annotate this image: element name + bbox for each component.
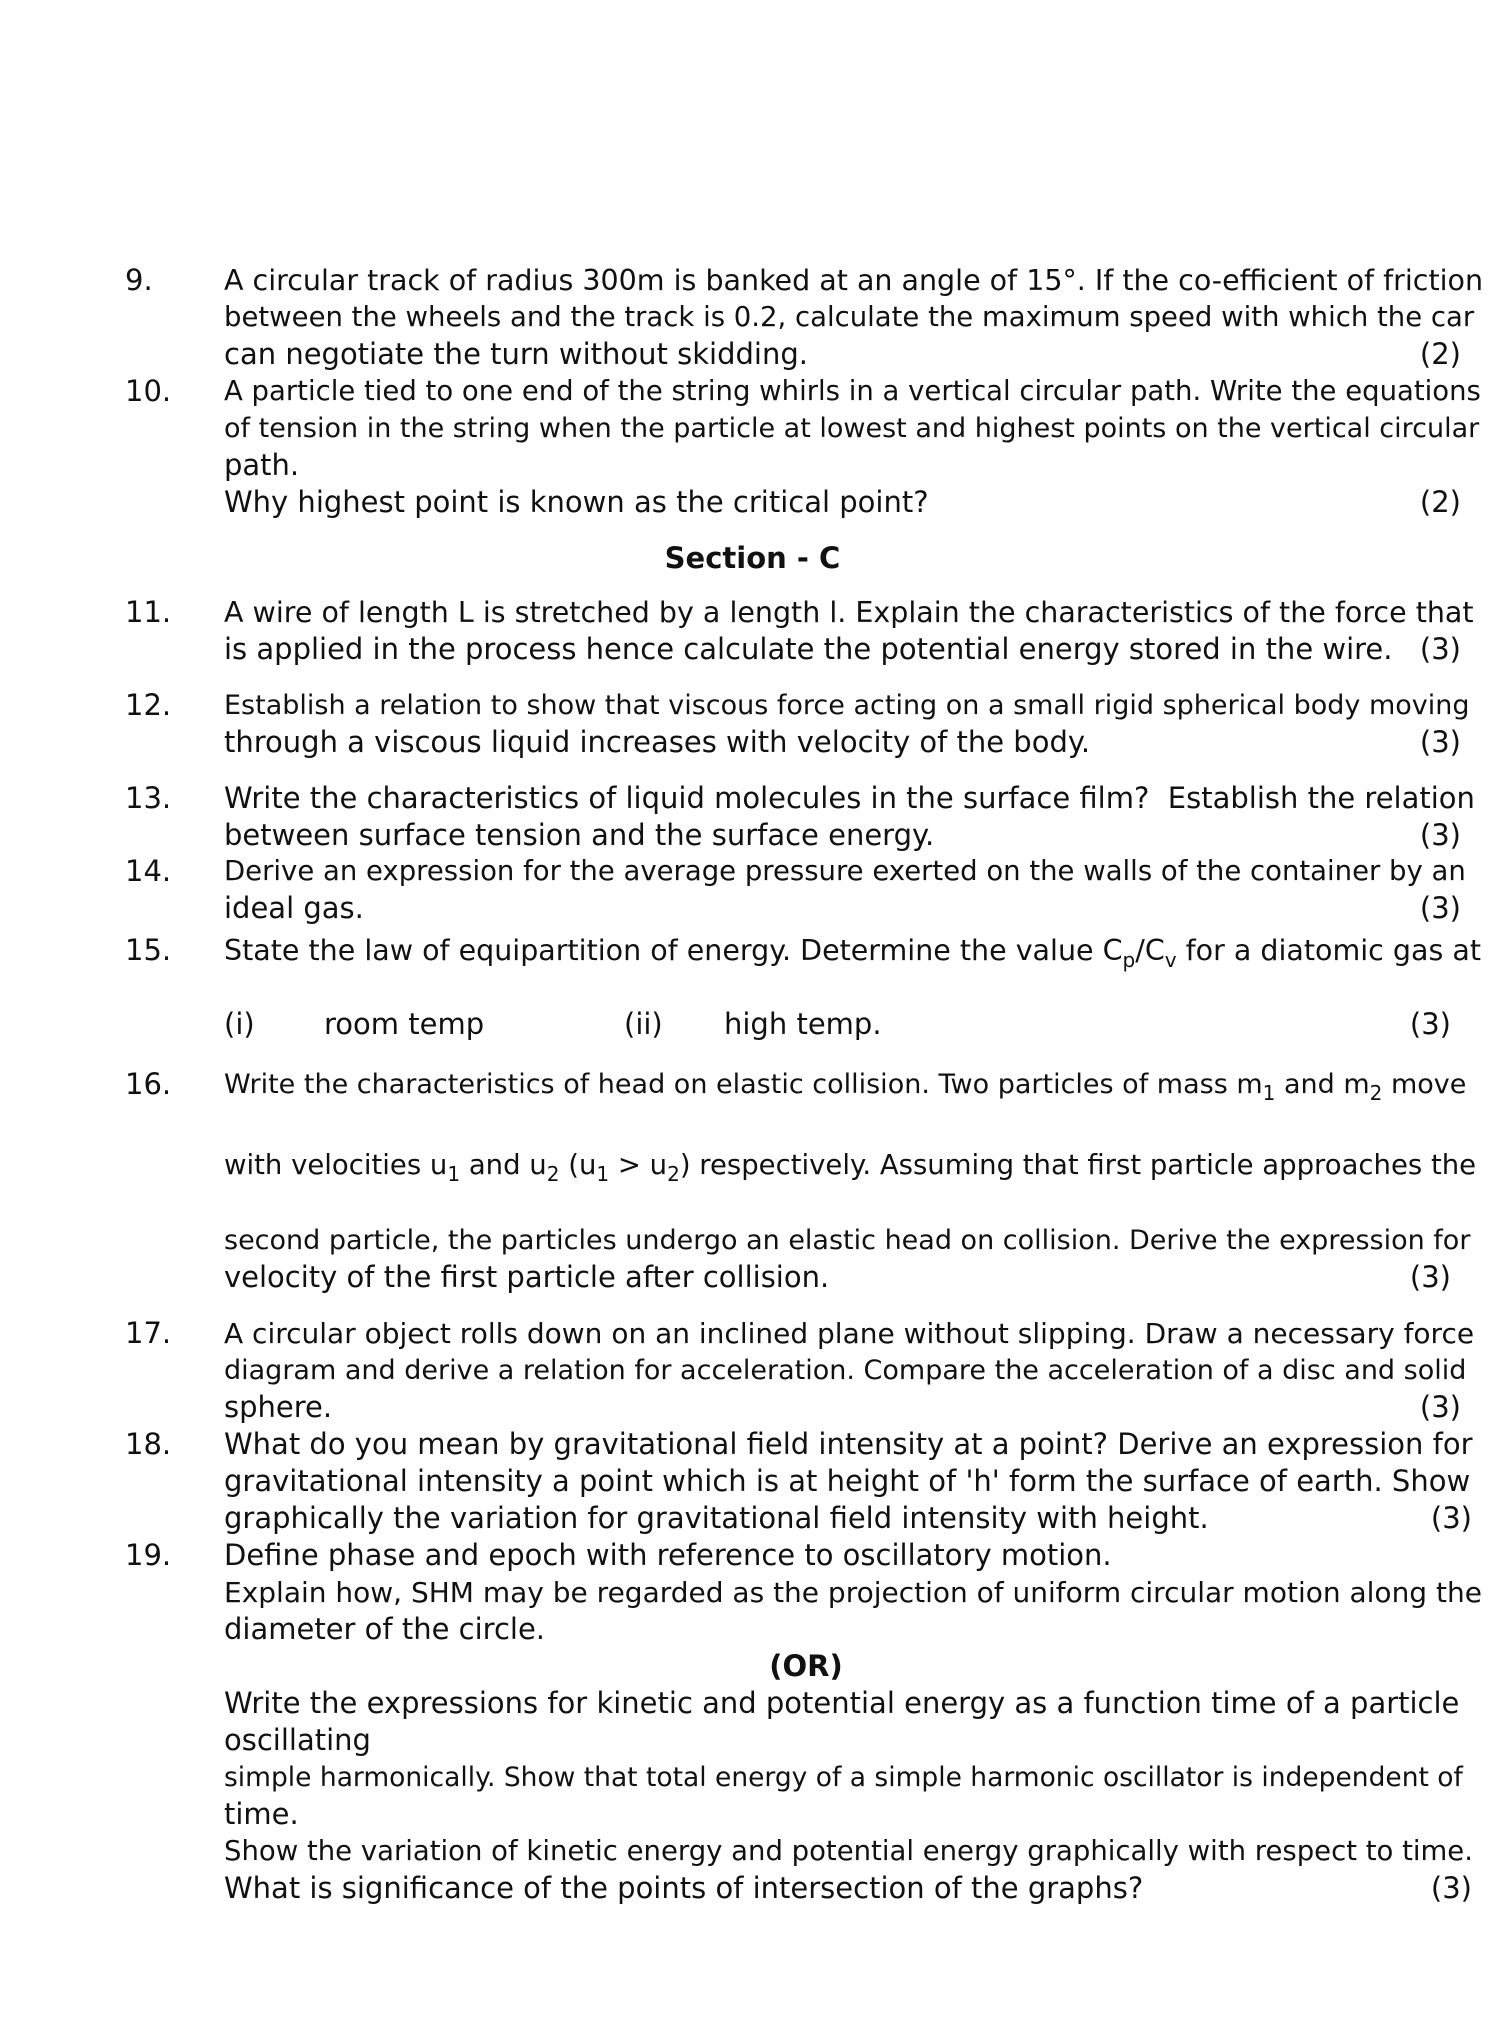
question-number: 9. xyxy=(125,263,153,297)
question-text-line: diagram and derive a relation for acceleration. Compare the acceleration of a disc and solid xyxy=(224,1355,1467,1386)
question-text-line: between the wheels and the track is 0.2, calculate the maximum speed with which the car xyxy=(224,301,1475,333)
section-heading: Section - C xyxy=(664,541,841,575)
question-number: 18. xyxy=(125,1427,172,1461)
question-number: 15. xyxy=(125,933,172,967)
question-text-line xyxy=(224,1147,1476,1186)
subscript: 2 xyxy=(1369,1081,1383,1105)
question-text-line: path. xyxy=(224,448,300,482)
subscript: 1 xyxy=(596,1162,610,1186)
marks-label: (3) xyxy=(1409,1260,1451,1294)
question-text-line: Derive an expression for the average pressure exerted on the walls of the container by an xyxy=(224,855,1466,887)
option-text: high temp. xyxy=(724,1007,882,1041)
text-segment: move xyxy=(1382,1069,1467,1100)
question-text-line: What is significance of the points of intersection of the graphs? xyxy=(224,1871,1144,1905)
question-text-line: can negotiate the turn without skidding. xyxy=(224,337,808,371)
question-text-line: Write the expressions for kinetic and potential energy as a function time of a particle xyxy=(224,1686,1460,1720)
question-number: 11. xyxy=(125,595,172,629)
question-text-line: second particle, the particles undergo an elastic head on collision. Derive the expression for xyxy=(224,1225,1471,1256)
question-text-line: Write the characteristics of liquid molecules in the surface film? Establish the relation xyxy=(224,781,1475,815)
question-text-line: Why highest point is known as the critical point? xyxy=(224,485,929,519)
question-text-line: of tension in the string when the particle at lowest and highest points on the vertical circular xyxy=(224,413,1480,444)
option-label: (i) xyxy=(224,1007,255,1041)
question-number: 14. xyxy=(125,854,172,888)
question-number: 19. xyxy=(125,1538,172,1572)
question-text-line: A particle tied to one end of the string whirls in a vertical circular path. Write the equations xyxy=(224,375,1481,407)
marks-label: (3) xyxy=(1419,632,1461,666)
question-text-line xyxy=(224,932,1481,972)
marks-label: (2) xyxy=(1419,337,1461,371)
question-text-line: A wire of length L is stretched by a length l. Explain the characteristics of the force that xyxy=(224,596,1474,629)
question-text-line: Show the variation of kinetic energy and potential energy graphically with respect to time. xyxy=(224,1835,1473,1867)
marks-label: (3) xyxy=(1419,891,1461,925)
text-segment: State the law of equipartition of energy. Determine the value C xyxy=(224,934,1123,967)
question-text-line: Explain how, SHM may be regarded as the projection of uniform circular motion along the xyxy=(224,1576,1482,1609)
question-text-line: graphically the variation for gravitational field intensity with height. xyxy=(224,1501,1209,1535)
marks-label: (3) xyxy=(1430,1501,1472,1535)
question-text-line: A circular object rolls down on an inclined plane without slipping. Draw a necessary force xyxy=(224,1317,1475,1350)
question-number: 16. xyxy=(125,1067,172,1101)
marks-label: (2) xyxy=(1419,485,1461,519)
question-text-line: Define phase and epoch with reference to oscillatory motion. xyxy=(224,1538,1112,1572)
subscript: p xyxy=(1122,948,1136,972)
question-text-line: Establish a relation to show that viscous force acting on a small rigid spherical body moving xyxy=(224,690,1470,721)
text-segment: /C xyxy=(1135,934,1165,967)
question-number: 13. xyxy=(125,781,172,815)
subscript: v xyxy=(1164,948,1177,972)
question-text-line: is applied in the process hence calculate the potential energy stored in the wire. xyxy=(224,632,1393,666)
subscript: 1 xyxy=(447,1162,461,1186)
subscript: 1 xyxy=(1262,1081,1276,1105)
marks-label: (3) xyxy=(1419,725,1461,759)
text-segment: Write the characteristics of head on elastic collision. Two particles of mass m xyxy=(224,1069,1263,1100)
marks-label: (3) xyxy=(1409,1007,1451,1041)
marks-label: (3) xyxy=(1419,818,1461,852)
question-text-line: velocity of the first particle after collision. xyxy=(224,1260,830,1294)
text-segment: with velocities u xyxy=(224,1149,448,1181)
question-text-line: simple harmonically. Show that total energy of a simple harmonic oscillator is independent of xyxy=(224,1762,1463,1793)
text-segment: (u xyxy=(559,1149,597,1181)
marks-label: (3) xyxy=(1419,1390,1461,1424)
question-text-line: diameter of the circle. xyxy=(224,1612,546,1646)
question-text-line: gravitational intensity a point which is at height of 'h' form the surface of earth. Show xyxy=(224,1464,1471,1498)
question-text-line: oscillating xyxy=(224,1723,371,1757)
text-segment: and m xyxy=(1275,1069,1370,1100)
question-text-line: ideal gas. xyxy=(224,891,364,925)
question-text-line: A circular track of radius 300m is banked at an angle of 15°. If the co-efficient of friction xyxy=(224,264,1484,297)
text-segment: and u xyxy=(460,1149,547,1181)
question-number: 17. xyxy=(125,1316,172,1350)
question-number: 10. xyxy=(125,374,172,408)
question-text-line: What do you mean by gravitational field intensity at a point? Derive an expression for xyxy=(224,1427,1473,1461)
question-number: 12. xyxy=(125,688,172,722)
option-text: room temp xyxy=(324,1007,485,1041)
question-text-line: between surface tension and the surface energy. xyxy=(224,818,935,852)
text-segment: ) respectively. Assuming that first particle approaches the xyxy=(679,1149,1477,1181)
question-text-line: sphere. xyxy=(224,1390,333,1424)
subscript: 2 xyxy=(546,1162,560,1186)
or-divider: (OR) xyxy=(769,1649,843,1683)
text-segment: for a diatomic gas at xyxy=(1176,934,1482,967)
option-label: (ii) xyxy=(624,1007,663,1041)
question-text-line xyxy=(224,1066,1466,1105)
subscript: 2 xyxy=(667,1162,680,1186)
question-text-line: time. xyxy=(224,1797,299,1831)
marks-label: (3) xyxy=(1430,1871,1472,1905)
text-segment: > u xyxy=(609,1149,668,1181)
question-text-line: through a viscous liquid increases with velocity of the body. xyxy=(224,725,1091,759)
